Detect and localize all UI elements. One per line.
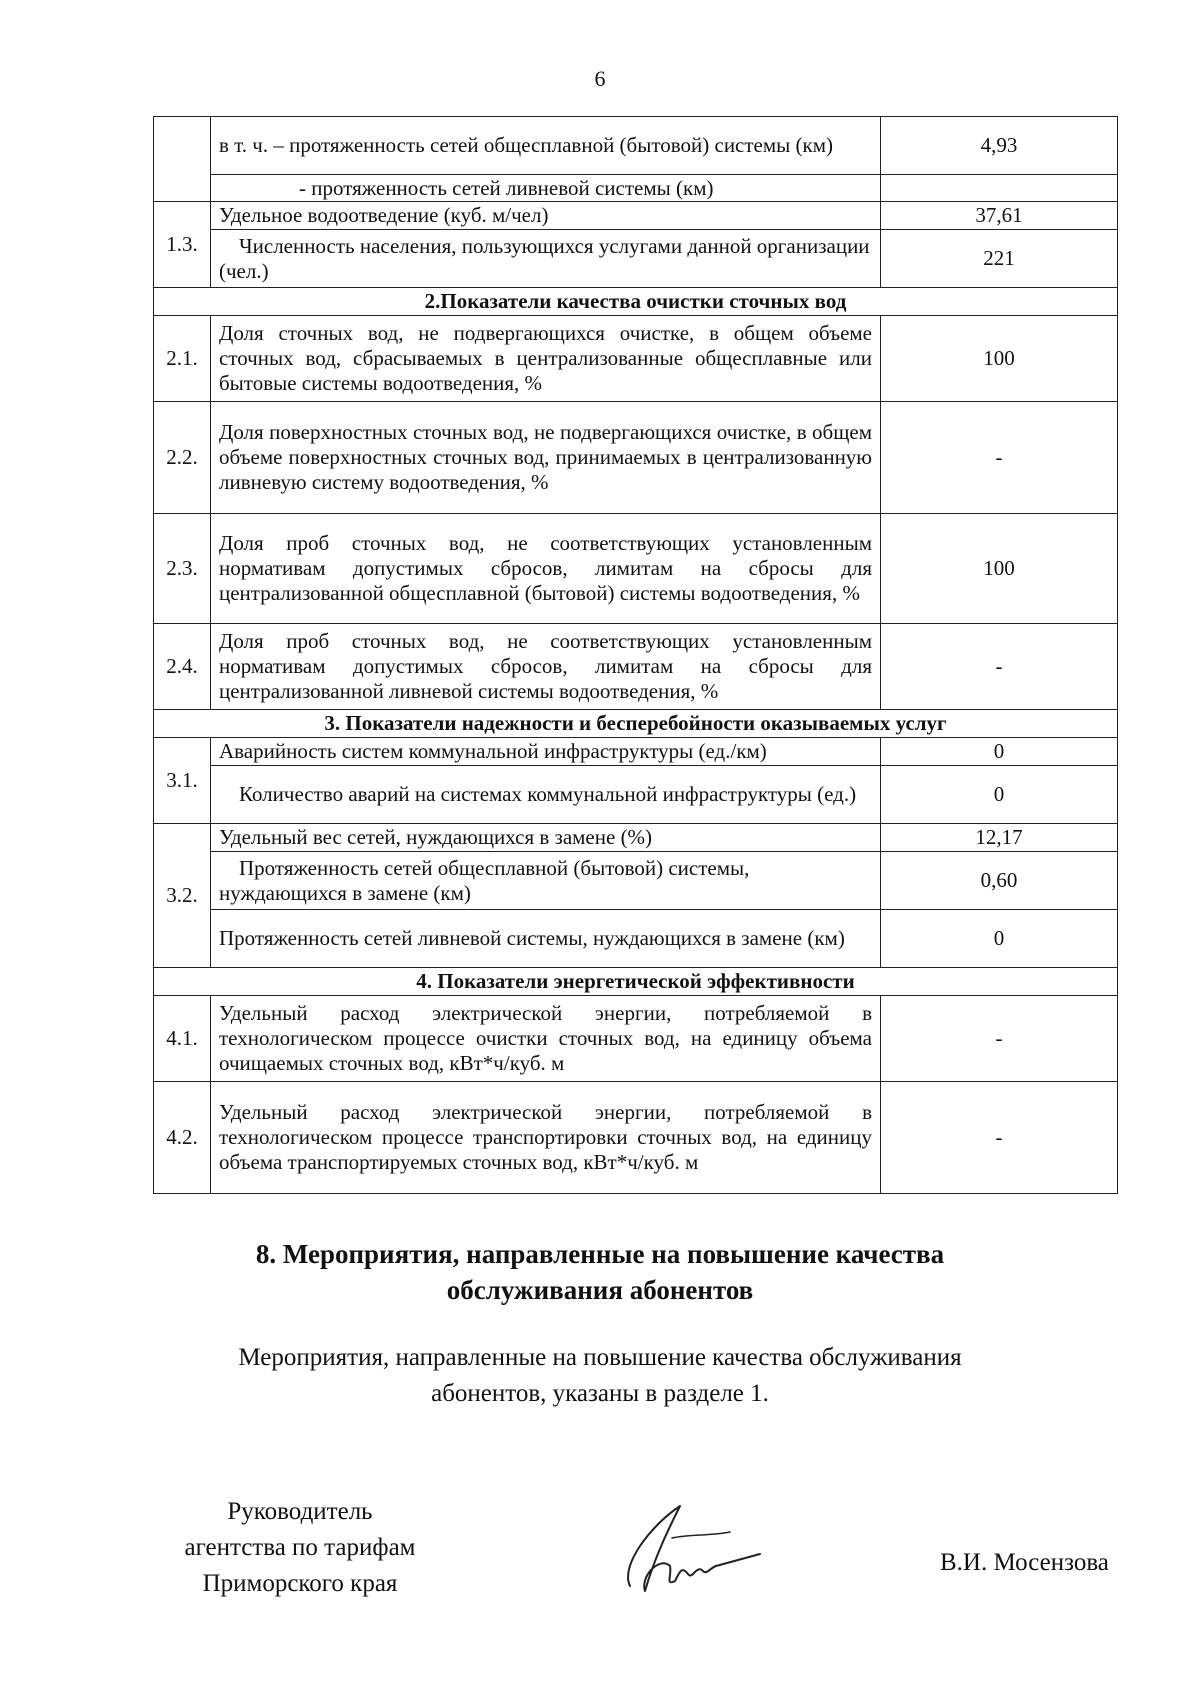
section-title: 3. Показатели надежности и бесперебойности оказываемых услуг (154, 710, 1118, 738)
handwritten-signature (610, 1496, 770, 1606)
row-number: 3.1. (154, 738, 211, 824)
row-description: Аварийность систем коммунальной инфраструктуры (ед./км) (211, 738, 881, 766)
table-row (154, 824, 1118, 852)
table-row (154, 910, 1118, 968)
row-value: 221 (881, 230, 1118, 288)
signatory-title-line: Руководитель (227, 1498, 373, 1525)
section-row (154, 710, 1118, 738)
row-description: Удельный расход электрической энергии, потребляемой в технологическом процессе очистки сточных вод, на единицу объема очищаемых сточных вод, кВт*ч/куб. м (211, 996, 881, 1082)
section-row (154, 968, 1118, 996)
table-row (154, 402, 1118, 514)
row-description: Протяженность сетей ливневой системы, нуждающихся в замене (км) (211, 910, 881, 968)
row-description: - протяженность сетей ливневой системы (км) (211, 175, 881, 202)
row-description: Доля проб сточных вод, не соответствующих установленным нормативам допустимых сбросов, лимитам на сбросы для централизованной общесплавной (бытовой) системы водоотведения, % (211, 514, 881, 624)
table-row (154, 738, 1118, 766)
signatory-title-line: Приморского края (202, 1570, 398, 1597)
row-value: 12,17 (881, 824, 1118, 852)
row-number: 1.3. (154, 202, 211, 288)
row-description: Доля сточных вод, не подвергающихся очистке, в общем объеме сточных вод, сбрасываемых в централизованные общесплавные или бытовые системы водоотведения, % (211, 316, 881, 402)
row-value: 0,60 (881, 852, 1118, 910)
table-row (154, 230, 1118, 288)
row-description: в т. ч. – протяженность сетей общесплавной (бытовой) системы (км) (211, 117, 881, 175)
table-row (154, 996, 1118, 1082)
section-8-heading (0, 1236, 1200, 1308)
row-value: 4,93 (881, 117, 1118, 175)
row-description: Количество аварий на системах коммунальной инфраструктуры (ед.) (211, 766, 881, 824)
signatory-name: В.И. Мосензова (940, 1549, 1109, 1576)
row-description: Удельный вес сетей, нуждающихся в замене (%) (211, 824, 881, 852)
row-value: 100 (881, 316, 1118, 402)
row-number: 3.2. (154, 824, 211, 968)
row-description: Доля поверхностных сточных вод, не подвергающихся очистке, в общем объеме поверхностных сточных вод, принимаемых в централизованную ливневую систему водоотведения, % (211, 402, 881, 514)
row-value (881, 175, 1118, 202)
table-row (154, 1082, 1118, 1194)
row-number: 2.1. (154, 316, 211, 402)
section-8-text-line: Мероприятия, направленные на повышение качества обслуживания (238, 1344, 962, 1371)
row-number: 2.2. (154, 402, 211, 514)
indicators-table (153, 116, 1118, 1194)
section-8-text-line: абонентов, указаны в разделе 1. (431, 1380, 769, 1407)
table-row (154, 852, 1118, 910)
page-number: 6 (594, 66, 606, 91)
signatory-title (150, 1494, 450, 1602)
row-description: Численность населения, пользующихся услугами данной организации (чел.) (211, 230, 881, 288)
table-row (154, 202, 1118, 230)
table-row (154, 766, 1118, 824)
section-title: 2.Показатели качества очистки сточных вод (154, 288, 1118, 316)
signatory-title-line: агентства по тарифам (184, 1534, 416, 1561)
row-description: Удельное водоотведение (куб. м/чел) (211, 202, 881, 230)
section-row (154, 288, 1118, 316)
row-value: 100 (881, 514, 1118, 624)
section-8-heading-line: 8. Мероприятия, направленные на повышение качества (255, 1239, 945, 1269)
table-row (154, 316, 1118, 402)
row-value: - (881, 1082, 1118, 1194)
row-value: 0 (881, 766, 1118, 824)
row-value: - (881, 996, 1118, 1082)
table-row (154, 514, 1118, 624)
section-8-heading-line: обслуживания абонентов (446, 1275, 754, 1305)
row-number (154, 117, 211, 202)
row-number: 4.1. (154, 996, 211, 1082)
table-row (154, 117, 1118, 175)
row-description: Протяженность сетей общесплавной (бытовой) системы, нуждающихся в замене (км) (211, 852, 881, 910)
table-row (154, 175, 1118, 202)
row-number: 2.4. (154, 624, 211, 710)
row-description: Удельный расход электрической энергии, потребляемой в технологическом процессе транспортировки сточных вод, на единицу объема транспортируемых сточных вод, кВт*ч/куб. м (211, 1082, 881, 1194)
row-value: - (881, 402, 1118, 514)
row-value: 37,61 (881, 202, 1118, 230)
section-title: 4. Показатели энергетической эффективности (154, 968, 1118, 996)
row-number: 4.2. (154, 1082, 211, 1194)
row-description: Доля проб сточных вод, не соответствующих установленным нормативам допустимых сбросов, лимитам на сбросы для централизованной ливневой системы водоотведения, % (211, 624, 881, 710)
row-value: - (881, 624, 1118, 710)
section-8-text (0, 1340, 1200, 1412)
table-row (154, 624, 1118, 710)
row-number: 2.3. (154, 514, 211, 624)
row-value: 0 (881, 910, 1118, 968)
row-value: 0 (881, 738, 1118, 766)
